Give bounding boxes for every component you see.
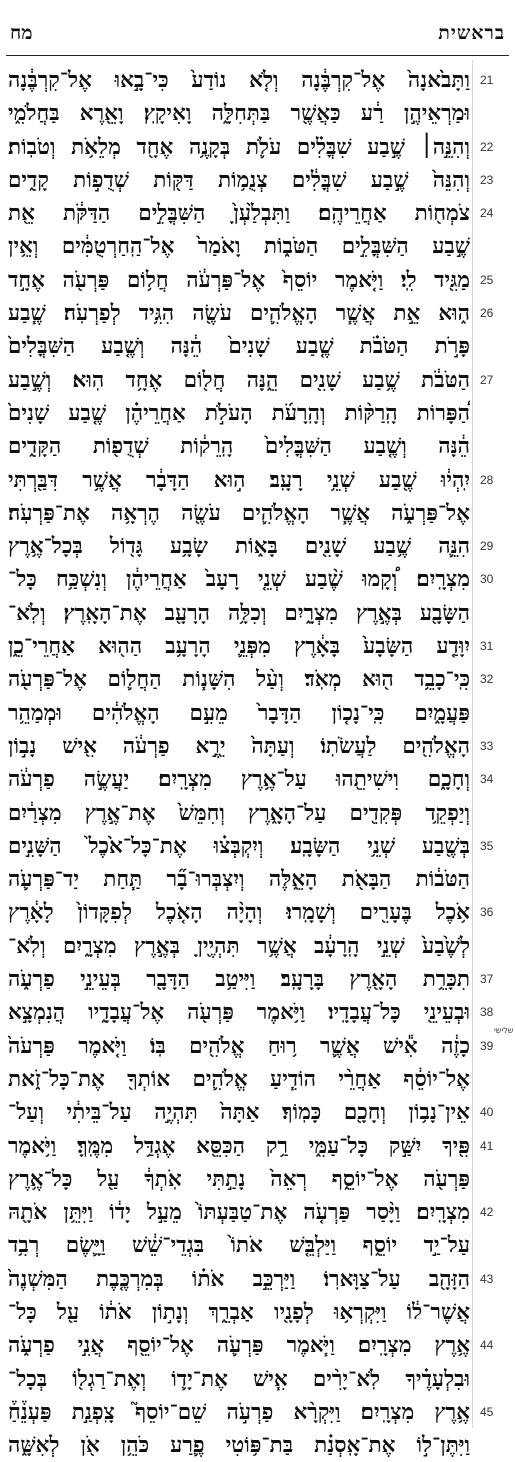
text-line xyxy=(0,1025,515,1063)
text-line xyxy=(0,1130,515,1163)
verse-text-line: שֶׁ֣בַע הַשִּׁבֳּלִ֣ים הַטֹּב֑וֹת וָאֹמַר֙ אֶל־הַֽחַרְטֻמִּ֔ים וְאֵ֥ין xyxy=(8,234,470,260)
text-line xyxy=(0,97,515,130)
verse-text-line: אֵין־נָב֥וֹן וְחָכָ֖ם כָּמֽוֹךָ׃ אַתָּה֙ תִּהְיֶ֣ה עַל־בֵּיתִ֔י וְעַל־ xyxy=(8,1100,470,1126)
verse-text-line: כָזֶ֔ה אִ֕ישׁ אֲשֶׁ֛ר ר֥וּחַ אֱלֹהִ֖ים בּֽוֹ׃ וַיֹּ֤אמֶר פַּרְעֹה֙ xyxy=(8,1033,470,1059)
text-line xyxy=(0,1329,515,1362)
text-line xyxy=(0,797,515,830)
text-line xyxy=(0,730,515,763)
text-line xyxy=(0,1429,515,1462)
verse-text-line: הֵ֔נָּה וְשֶׁ֤בַע הַשִּׁבֳּלִים֙ הָֽרֵק֔וֹת שְׁדֻפ֖וֹת הַקָּדִ֑ים xyxy=(8,434,470,460)
verse-text-line: הָאֱלֹהִ֖ים לַעֲשֹׂתֽוֹ׃ וְעַתָּה֙ יֵרֶ֣א פַרְעֹ֔ה אִ֖ישׁ נָב֣וֹן xyxy=(8,733,470,759)
text-line xyxy=(0,430,515,463)
verse-number: 38 xyxy=(480,1005,494,1020)
text-line xyxy=(0,896,515,929)
verse-number: 29 xyxy=(480,539,494,554)
verse-text-line: אֶל־יוֹסֵ֔ף אַחֲרֵ֨י הוֹדִ֧יעַ אֱלֹהִ֛ים אוֹתְךָ֖ אֶת־כָּל־זֹ֑את xyxy=(8,1066,470,1092)
verse-number: 27 xyxy=(480,372,494,387)
verse-number: 36 xyxy=(480,905,494,920)
text-line xyxy=(0,1063,515,1096)
verse-text-line: פַּרְעֹ֖ה אֶל־יוֹסֵ֑ף רְאֵה֙ נָתַ֣תִּי אֹֽתְךָ֔ עַ֖ל כָּל־אֶ֥רֶץ xyxy=(8,1166,470,1192)
verse-text-line: ה֑וּא אֵ֣ת אֲשֶׁ֧ר הָאֱלֹהִ֛ים עֹשֶׂ֖ה הִגִּ֥יד לְפַרְעֹֽה׃ שֶׁ֧בַע xyxy=(8,301,470,327)
text-line xyxy=(0,230,515,263)
verse-number: 32 xyxy=(480,672,494,687)
aliyah-marker: שלישי xyxy=(494,1025,514,1035)
text-line xyxy=(0,996,515,1029)
text-line xyxy=(0,1363,515,1396)
verse-text-line: הַזָּהָ֖ב עַל־צַוָּארֽוֹ׃ וַיַּרְכֵּ֣ב אֹת֗וֹ בְּמִרְכֶּ֤בֶת הַמִּשְׁנֶה֙ xyxy=(8,1266,470,1292)
verse-text-line: וּבִלְעָדֶ֗יךָ לֹֽא־יָרִ֨ים אִ֧ישׁ אֶת־יָד֛וֹ וְאֶת־רַגְל֖וֹ בְּכָל־ xyxy=(8,1366,470,1392)
verse-text-line: וְהִנֵּ֣ה׀ שֶׁ֣בַע שִׁבֳּלִ֗ים עֹלֹ֛ת בְּקָנֶ֥ה אֶחָ֖ד מְלֵאֹ֥ת וְטֹבֽוֹת׃ xyxy=(8,134,470,160)
text-line xyxy=(0,330,515,363)
text-line xyxy=(0,297,515,330)
verse-text-line: הַשָּׂבָ֖ע בְּאֶ֣רֶץ מִצְרָ֑יִם וְכִלָּ֥ה הָרָעָ֖ב אֶת־הָאָֽרֶץ׃ וְלֹֽא־ xyxy=(8,600,470,626)
text-line xyxy=(0,397,515,430)
verse-number: 39 xyxy=(480,1038,494,1053)
verse-text-line: הַטֹּבֹ֔ת שֶׁ֥בַע שָׁנִ֖ים הֵ֑נָּה חֲל֖וֹם אֶחָ֥ד הֽוּא׃ וְשֶׁ֣בַע xyxy=(8,367,470,393)
verse-text-line: מִצְרָֽיִם׃ וְ֠קָמוּ שֶׁ֨בַע שְׁנֵ֤י רָעָב֙ אַחֲרֵיהֶ֔ן וְנִשְׁכַּ֥ח כָּל־ xyxy=(8,567,470,593)
text-line xyxy=(0,497,515,530)
verse-text-line: לְשֶׁ֙בַע֙ שְׁנֵ֣י הָֽרָעָ֔ב אֲשֶׁ֥ר תִּהְיֶ֖יןָ בְּאֶ֣רֶץ מִצְרָ֑יִם וְלֹֽא־ xyxy=(8,933,470,959)
verse-number: 25 xyxy=(480,272,494,287)
text-line xyxy=(0,530,515,563)
verse-number: 31 xyxy=(480,639,494,654)
text-line xyxy=(0,1229,515,1262)
page-header xyxy=(0,0,515,44)
verse-text-line: וּמַרְאֵיהֶ֣ן רַ֔ע כַּאֲשֶׁ֖ר בַּתְּחִלָּ֑ה וָאִיקָֽץ׃ וָאֵ֖רֶא בַּחֲלֹמִ֑י xyxy=(8,101,470,127)
verse-text-line: כִּֽי־כָבֵ֥ד ה֖וּא מְאֹֽד׃ וְעַ֨ל הִשָּׁנ֧וֹת הַחֲל֛וֹם אֶל־פַּרְעֹ֖ה xyxy=(8,667,470,693)
verse-text-line: בְּשֶׁ֖בַע שְׁנֵ֥י הַשָּׂבָֽע׃ וְיִקְבְּצ֗וּ אֶת־כָּל־אֹ֙כֶל֙ הַשָּׁנִ֣ים xyxy=(8,833,470,859)
book-title: בראשית xyxy=(438,22,505,44)
verse-text-line: וְיַפְקֵ֥ד פְּקִדִ֖ים עַל־הָאָ֑רֶץ וְחִמֵּשׁ֙ אֶת־אֶ֣רֶץ מִצְרַ֔יִם xyxy=(8,800,470,826)
scripture-text-column xyxy=(0,64,515,1462)
text-line xyxy=(0,963,515,996)
verse-text-line: יִוָּדַ֤ע הַשָּׂבָע֙ בָּאָ֔רֶץ מִפְּנֵ֛י הָרָעָ֥ב הַה֖וּא אַחֲרֵי־כֵ֑ן xyxy=(8,634,470,660)
verse-number: 34 xyxy=(480,772,494,787)
text-line xyxy=(0,1196,515,1229)
verse-text-line: צֹמְח֖וֹת אַחֲרֵיהֶֽם׃ וַתִּבְלַ֙עְןָ֙ הַשִּׁבֳּלִ֣ים הַדַּקֹּ֔ת אֵ֖ת xyxy=(8,201,470,227)
verse-text-line: וְהִנֵּה֙ שֶׁ֣בַע שִׁבֳּלִ֔ים צְנֻמ֥וֹת דַּקּ֖וֹת שְׁדֻפ֣וֹת קָדִ֑ים xyxy=(8,167,470,193)
header-divider xyxy=(6,55,509,56)
verse-text-line: מַגִּ֖יד לִֽי׃ וַיֹּ֤אמֶר יוֹסֵף֙ אֶל־פַּרְעֹ֔ה חֲל֥וֹם פַּרְעֹ֖ה אֶחָ֣ד xyxy=(8,267,470,293)
text-line xyxy=(0,1396,515,1429)
verse-text-line: הִנֵּ֛ה שֶׁ֥בַע שָׁנִ֖ים בָּא֑וֹת שָׂבָ֥ע גָּד֖וֹל בְּכָל־אֶ֥רֶץ xyxy=(8,534,470,560)
verse-number: 22 xyxy=(480,139,494,154)
verse-text-line: פָּרֹ֣ת הַטֹּבֹ֗ת שֶׁ֤בַע שָׁנִים֙ הֵ֔נָּה וְשֶׁ֤בַע הַשִּׁבֳּלִים֙ xyxy=(8,334,470,360)
verse-number: 24 xyxy=(480,206,494,221)
verse-number: 43 xyxy=(480,1271,494,1286)
verse-text-line: מִצְרָֽיִם׃ וַיָּ֨סַר פַּרְעֹ֤ה אֶת־טַבַּעְתּוֹ֙ מֵעַ֣ל יָד֔וֹ וַיִּתֵּ֥ן אֹתָ֖הּ xyxy=(8,1200,470,1226)
verse-number: 40 xyxy=(480,1105,494,1120)
verse-number: 37 xyxy=(480,972,494,987)
text-line xyxy=(0,630,515,663)
verse-text-line: וְחָכָ֑ם וִישִׁיתֵ֖הוּ עַל־אֶ֥רֶץ מִצְרָֽיִם׃ יַעֲשֶׂ֣ה פַרְעֹ֔ה xyxy=(8,767,470,793)
text-line xyxy=(0,464,515,497)
text-line xyxy=(0,1096,515,1129)
verse-text-line: וַיִּתֶּן־ל֣וֹ אֶת־אָֽסְנַ֗ת בַּת־פּ֥וֹטִי פֶ֛רַע כֹּהֵ֥ן אֹ֖ן לְאִשָּׁ֑ה xyxy=(8,1433,470,1459)
verse-text-line: עַל־יַ֣ד יוֹסֵ֑ף וַיַּלְבֵּ֤שׁ אֹתוֹ֙ בִּגְדֵי־שֵׁ֔שׁ וַיָּ֛שֶׂם רְבִ֥ד xyxy=(8,1233,470,1259)
verse-text-line: פִּ֖יךָ יִשַּׁ֣ק כָּל־עַמִּ֑י רַ֥ק הַכִּסֵּ֖א אֶגְדַּ֥ל מִמֶּֽךָּ׃ וַיֹּ֥אמֶר xyxy=(8,1133,470,1159)
verse-number: 35 xyxy=(480,838,494,853)
text-line xyxy=(0,830,515,863)
verse-text-line: תִכָּרֵ֥ת הָאָ֖רֶץ בָּרָעָֽב׃ וַיִּיטַ֥ב הַדָּבָ֖ר בְּעֵינֵ֣י פַרְעֹ֑ה xyxy=(8,967,470,993)
text-line xyxy=(0,64,515,97)
verse-text-line: הַטֹּב֔וֹת הַבָּאֹ֖ת הָאֵ֑לֶּה וְיִצְבְּרוּ־בָ֞ר תַּ֧חַת יַד־פַּרְעֹ֛ה xyxy=(8,867,470,893)
verse-number: 44 xyxy=(480,1338,494,1353)
text-line xyxy=(0,1163,515,1196)
text-line xyxy=(0,131,515,164)
text-line xyxy=(0,863,515,896)
verse-text-line: וּבְעֵינֵ֖י כָּל־עֲבָדָֽיו׃ וַיֹּ֥אמֶר פַּרְעֹ֖ה אֶל־עֲבָדָ֑יו הֲנִמְצָ֣א xyxy=(8,1000,470,1026)
verse-number: 30 xyxy=(480,572,494,587)
verse-number: 41 xyxy=(480,1138,494,1153)
text-line xyxy=(0,164,515,197)
verse-text-line: הַ֠פָּרוֹת הָֽרַקּ֨וֹת וְהָֽרָעֹ֜ת הָעֹלֹ֣ת אַחֲרֵיהֶ֗ן שֶׁ֤בַע שָׁנִים֙ xyxy=(8,400,470,426)
verse-text-line: פַּעֲמָ֑יִם כִּֽי־נָכ֤וֹן הַדָּבָר֙ מֵעִ֣ם הָאֱלֹהִ֔ים וּמְמַהֵ֥ר xyxy=(8,700,470,726)
verse-text-line: אֶ֥רֶץ מִצְרָֽיִם׃ וַיֹּ֧אמֶר פַּרְעֹ֛ה אֶל־יוֹסֵ֖ף אֲנִ֣י פַרְעֹ֑ה xyxy=(8,1333,470,1359)
verse-text-line: וַתָּבֹ֙אנָה֙ אֶל־קִרְבֶּ֔נָה וְלֹ֤א נוֹדַע֙ כִּי־בָ֣אוּ אֶל־קִרְבֶּ֔נָה xyxy=(8,68,470,93)
verse-text-line: אֹ֥כֶל בֶּעָרִ֖ים וְשָׁמָֽרוּ׃ וְהָיָ֨ה הָאֹ֤כֶל לְפִקָּדוֹן֙ לָאָ֔רֶץ xyxy=(8,900,470,926)
verse-number: 23 xyxy=(480,172,494,187)
verse-number: 42 xyxy=(480,1205,494,1220)
text-line xyxy=(0,663,515,696)
text-line xyxy=(0,1263,515,1296)
verse-number: 28 xyxy=(480,472,494,487)
verse-text-line: אֲשֶׁר־ל֔וֹ וַיִּקְרְא֥וּ לְפָנָ֖יו אַבְרֵ֑ךְ וְנָת֣וֹן אֹת֔וֹ עַ֖ל כָּל־ xyxy=(8,1299,470,1325)
verse-number: 21 xyxy=(480,73,494,87)
verse-text-line: יִֽהְי֔וּ שֶׁ֖בַע שְׁנֵ֥י רָעָֽב׃ ה֣וּא הַדָּבָ֔ר אֲשֶׁ֥ר דִּבַּ֖רְתִּי xyxy=(8,467,470,493)
verse-number: 45 xyxy=(480,1404,494,1419)
text-line xyxy=(0,264,515,297)
verse-text-line: אֶ֥רֶץ מִצְרָֽיִם׃ וַיִּקְרָ֨א פַרְעֹ֣ה שֵׁם־יוֹסֵף֮ צָֽפְנַ֣ת פַּעְנֵ֒חַ֒ xyxy=(8,1399,470,1425)
verse-number: 33 xyxy=(480,738,494,753)
verse-text-line: אֶל־פַּרְעֹ֑ה אֲשֶׁ֧ר הָאֱלֹהִ֛ים עֹשֶׂ֖ה הֶרְאָ֥ה אֶת־פַּרְעֹֽה׃ xyxy=(8,500,470,526)
verse-number: 26 xyxy=(480,306,494,321)
text-line xyxy=(0,763,515,796)
text-line xyxy=(0,364,515,397)
page-number: מח xyxy=(10,22,33,44)
text-line xyxy=(0,697,515,730)
text-line xyxy=(0,197,515,230)
text-line xyxy=(0,930,515,963)
text-line xyxy=(0,597,515,630)
text-line xyxy=(0,1296,515,1329)
text-line xyxy=(0,563,515,596)
